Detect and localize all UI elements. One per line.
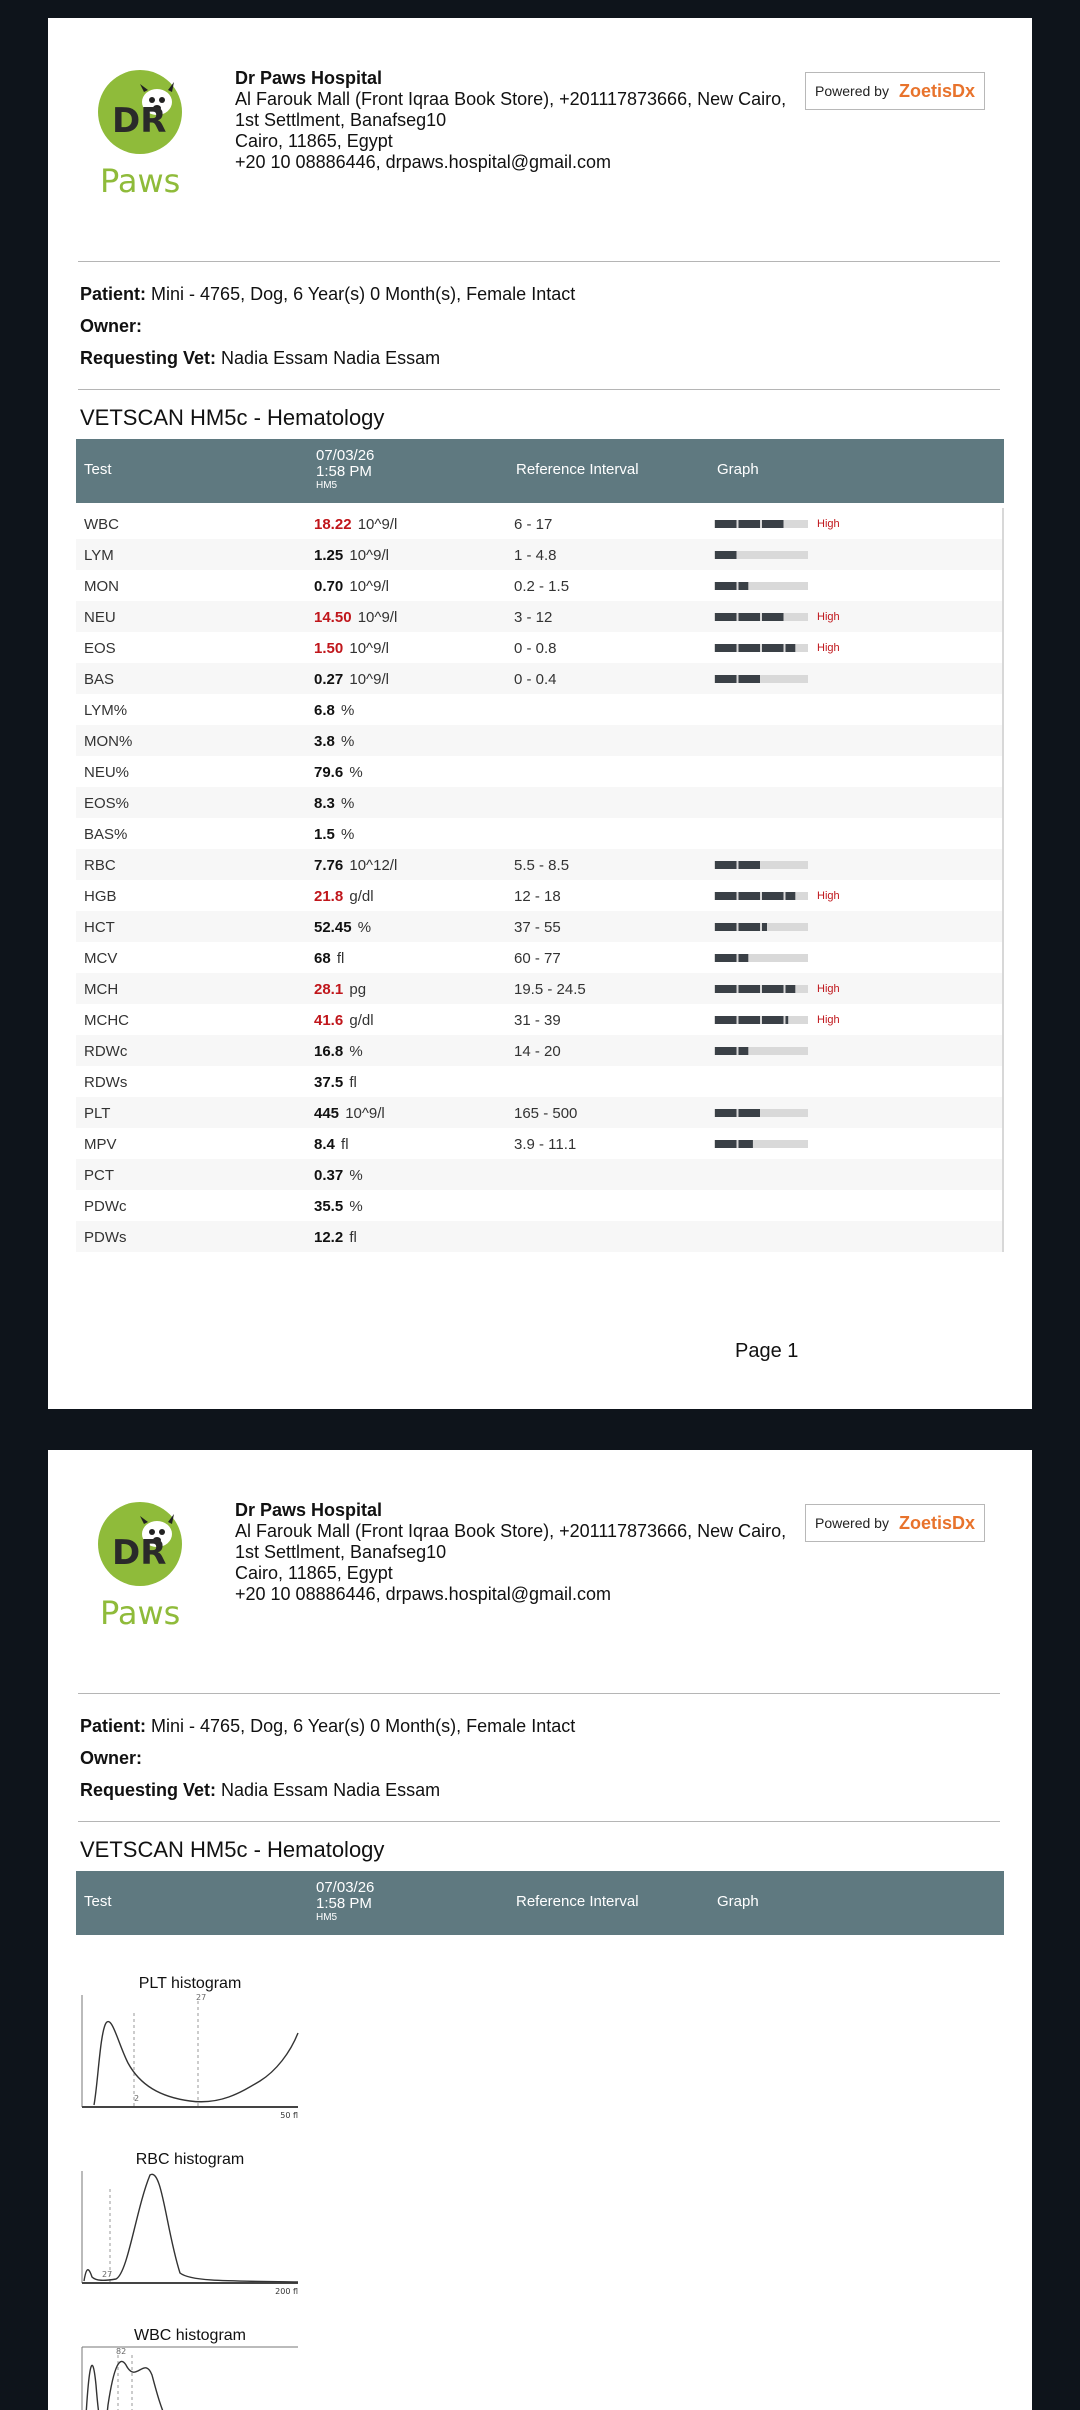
reference-interval-eos: 0 - 0.8 xyxy=(514,640,557,657)
owner-line: Owner: xyxy=(80,316,143,336)
table-row xyxy=(76,818,1002,849)
table-row xyxy=(76,849,1002,880)
table-row xyxy=(76,1035,1002,1066)
test-name-eos-pct: EOS% xyxy=(84,795,130,812)
high-flag-mch: High xyxy=(817,983,840,995)
reference-interval-mchc: 31 - 39 xyxy=(514,1012,561,1029)
zoetisdx-brand: ZoetisDx xyxy=(898,80,975,101)
svg-text:DR: DR xyxy=(112,101,167,141)
col-graph: Graph xyxy=(717,1893,759,1910)
table-row xyxy=(76,1159,1002,1190)
table-row xyxy=(76,911,1002,942)
reference-interval-hct: 37 - 55 xyxy=(514,919,561,936)
col-graph: Graph xyxy=(717,461,759,478)
test-value-mchc: 41.6 g/dl xyxy=(314,1012,374,1029)
range-graph-neu xyxy=(714,613,808,621)
table-row xyxy=(76,1128,1002,1159)
svg-text:27: 27 xyxy=(196,1993,207,2002)
test-value-neu-pct: 79.6 % xyxy=(314,764,363,781)
table-row xyxy=(76,570,1002,601)
powered-by-label: Powered by xyxy=(815,83,889,99)
col-date: 07/03/26 1:58 PM HM5 xyxy=(316,447,375,491)
reference-interval-mch: 19.5 - 24.5 xyxy=(514,981,586,998)
hospital-contact: +20 10 08886446, drpaws.hospital@gmail.com xyxy=(235,152,612,172)
hospital-address-1: Al Farouk Mall (Front Iqraa Book Store), +201117873666, New Cairo, xyxy=(235,1521,787,1541)
zoetisdx-brand: ZoetisDx xyxy=(898,1512,975,1533)
owner-line: Owner: xyxy=(80,1748,143,1768)
plt-histogram-title: PLT histogram xyxy=(138,1975,242,1992)
test-name-rdws: RDWs xyxy=(84,1074,128,1091)
table-row xyxy=(76,756,1002,787)
results-table-body xyxy=(76,508,1004,1252)
test-value-rdws: 37.5 fl xyxy=(314,1074,357,1091)
range-graph-mch xyxy=(714,985,808,993)
table-row xyxy=(76,973,1002,1004)
vet-line: Requesting Vet: Nadia Essam Nadia Essam xyxy=(80,1780,441,1800)
test-value-rdwc: 16.8 % xyxy=(314,1043,363,1060)
dr-paws-logo xyxy=(94,1502,196,1632)
table-row xyxy=(76,663,1002,694)
test-value-mon: 0.70 10^9/l xyxy=(314,578,389,595)
range-graph-hct xyxy=(714,923,808,931)
patient-line: Patient: Mini - 4765, Dog, 6 Year(s) 0 Month(s), Female Intact xyxy=(80,1716,576,1736)
divider xyxy=(78,261,1000,262)
test-name-hgb: HGB xyxy=(84,888,117,905)
test-name-neu: NEU xyxy=(84,609,116,626)
range-graph-bas xyxy=(714,675,808,683)
test-name-hct: HCT xyxy=(84,919,115,936)
test-value-mcv: 68 fl xyxy=(314,950,345,967)
table-row xyxy=(76,1097,1002,1128)
rbc-histogram-title: RBC histogram xyxy=(135,2151,245,2168)
report-page-1 xyxy=(48,18,1032,1409)
rbc-histogram xyxy=(80,2151,300,2304)
col-reference: Reference Interval xyxy=(516,461,639,478)
hospital-address-3: Cairo, 11865, Egypt xyxy=(235,131,393,151)
test-value-pct: 0.37 % xyxy=(314,1167,363,1184)
test-value-lym-pct: 6.8 % xyxy=(314,702,355,719)
test-value-lym: 1.25 10^9/l xyxy=(314,547,389,564)
table-row xyxy=(76,1004,1002,1035)
test-name-neu-pct: NEU% xyxy=(84,764,130,781)
divider xyxy=(78,1821,1000,1822)
reference-interval-bas: 0 - 0.4 xyxy=(514,671,557,688)
test-value-rbc: 7.76 10^12/l xyxy=(314,857,398,874)
reference-interval-mcv: 60 - 77 xyxy=(514,950,561,967)
reference-interval-mpv: 3.9 - 11.1 xyxy=(514,1136,577,1153)
test-value-eos-pct: 8.3 % xyxy=(314,795,355,812)
table-row xyxy=(76,942,1002,973)
high-flag-mchc: High xyxy=(817,1014,840,1026)
vet-line: Requesting Vet: Nadia Essam Nadia Essam xyxy=(80,348,441,368)
plt-histogram-plot xyxy=(80,1993,300,2123)
table-row xyxy=(76,601,1002,632)
high-flag-hgb: High xyxy=(817,890,840,902)
high-flag-eos: High xyxy=(817,642,840,654)
range-graph-rdwc xyxy=(714,1047,808,1055)
reference-interval-wbc: 6 - 17 xyxy=(514,516,553,533)
reference-interval-neu: 3 - 12 xyxy=(514,609,553,626)
test-value-mch: 28.1 pg xyxy=(314,981,367,998)
table-row xyxy=(76,1190,1002,1221)
reference-interval-rbc: 5.5 - 8.5 xyxy=(514,857,570,874)
col-test: Test xyxy=(84,1893,112,1910)
test-value-hgb: 21.8 g/dl xyxy=(314,888,374,905)
hospital-name: Dr Paws Hospital xyxy=(235,68,383,88)
dr-paws-logo xyxy=(94,70,196,200)
table-row xyxy=(76,539,1002,570)
hospital-contact: +20 10 08886446, drpaws.hospital@gmail.com xyxy=(235,1584,612,1604)
range-graph-plt xyxy=(714,1109,808,1117)
svg-text:50 fl: 50 fl xyxy=(280,2111,298,2120)
hospital-info xyxy=(235,1500,786,1605)
test-value-plt: 445 10^9/l xyxy=(314,1105,385,1122)
table-row xyxy=(76,1221,1002,1252)
high-flag-neu: High xyxy=(817,611,840,623)
powered-by-label: Powered by xyxy=(815,1515,889,1531)
hospital-info xyxy=(235,68,786,173)
range-graph-mon xyxy=(714,582,808,590)
reference-interval-rdwc: 14 - 20 xyxy=(514,1043,561,1060)
wbc-histogram xyxy=(80,2327,300,2410)
col-test: Test xyxy=(84,461,112,478)
range-graph-mchc xyxy=(714,1016,808,1024)
test-value-pdwc: 35.5 % xyxy=(314,1198,363,1215)
range-graph-rbc xyxy=(714,861,808,869)
powered-by-badge xyxy=(805,1504,985,1542)
test-name-rdwc: RDWc xyxy=(84,1043,128,1060)
range-graph-mcv xyxy=(714,954,808,962)
table-row xyxy=(76,725,1002,756)
range-graph-hgb xyxy=(714,892,808,900)
hospital-address-3: Cairo, 11865, Egypt xyxy=(235,1563,393,1583)
reference-interval-lym: 1 - 4.8 xyxy=(514,547,557,564)
svg-text:Paws: Paws xyxy=(100,162,181,200)
hospital-name: Dr Paws Hospital xyxy=(235,1500,383,1520)
test-value-mon-pct: 3.8 % xyxy=(314,733,355,750)
svg-text:27: 27 xyxy=(102,2270,113,2279)
range-graph-eos xyxy=(714,644,808,652)
table-row xyxy=(76,1066,1002,1097)
hospital-address-2: 1st Settlment, Banafseg10 xyxy=(235,1542,447,1562)
test-name-lym: LYM xyxy=(84,547,114,564)
range-graph-wbc xyxy=(714,520,808,528)
wbc-histogram-title: WBC histogram xyxy=(133,2327,247,2344)
test-name-pct: PCT xyxy=(84,1167,114,1184)
test-name-wbc: WBC xyxy=(84,516,119,533)
test-name-rbc: RBC xyxy=(84,857,116,874)
test-name-mcv: MCV xyxy=(84,950,118,967)
svg-text:Paws: Paws xyxy=(100,1594,181,1632)
plt-histogram xyxy=(80,1975,300,2128)
results-table-header xyxy=(76,439,1004,503)
test-name-bas-pct: BAS% xyxy=(84,826,128,843)
test-name-mchc: MCHC xyxy=(84,1012,129,1029)
reference-interval-plt: 165 - 500 xyxy=(514,1105,578,1122)
hospital-address-2: 1st Settlment, Banafseg10 xyxy=(235,110,447,130)
table-row xyxy=(76,880,1002,911)
divider xyxy=(78,1693,1000,1694)
high-flag-wbc: High xyxy=(817,518,840,530)
test-value-wbc: 18.22 10^9/l xyxy=(314,516,398,533)
powered-by-badge xyxy=(805,72,985,110)
range-graph-lym xyxy=(714,551,808,559)
report-page-2 xyxy=(48,1450,1032,2410)
test-name-plt: PLT xyxy=(84,1105,111,1122)
table-row xyxy=(76,787,1002,818)
test-name-mon: MON xyxy=(84,578,119,595)
table-row xyxy=(76,508,1002,539)
test-value-bas-pct: 1.5 % xyxy=(314,826,355,843)
col-reference: Reference Interval xyxy=(516,1893,639,1910)
test-value-eos: 1.50 10^9/l xyxy=(314,640,389,657)
test-value-hct: 52.45 % xyxy=(314,919,372,936)
svg-text:DR: DR xyxy=(112,1533,167,1573)
section-title: VETSCAN HM5c - Hematology xyxy=(80,1837,385,1862)
svg-text:2: 2 xyxy=(134,2094,140,2103)
test-name-mch: MCH xyxy=(84,981,119,998)
test-name-pdwc: PDWc xyxy=(84,1198,127,1215)
test-value-pdws: 12.2 fl xyxy=(314,1229,357,1246)
svg-text:82: 82 xyxy=(116,2347,127,2356)
table-row xyxy=(76,694,1002,725)
reference-interval-hgb: 12 - 18 xyxy=(514,888,561,905)
test-name-mon-pct: MON% xyxy=(84,733,133,750)
col-date: 07/03/26 1:58 PM HM5 xyxy=(316,1879,375,1923)
rbc-histogram-plot xyxy=(80,2169,300,2299)
test-value-mpv: 8.4 fl xyxy=(314,1136,349,1153)
table-row xyxy=(76,632,1002,663)
hospital-address-1: Al Farouk Mall (Front Iqraa Book Store), +201117873666, New Cairo, xyxy=(235,89,787,109)
range-graph-mpv xyxy=(714,1140,808,1148)
test-name-pdws: PDWs xyxy=(84,1229,127,1246)
page-number: Page 1 xyxy=(735,1340,799,1362)
svg-text:200 fl: 200 fl xyxy=(275,2287,298,2296)
test-name-eos: EOS xyxy=(84,640,116,657)
results-table-header xyxy=(76,1871,1004,1935)
section-title: VETSCAN HM5c - Hematology xyxy=(80,405,385,430)
reference-interval-mon: 0.2 - 1.5 xyxy=(514,578,570,595)
patient-line: Patient: Mini - 4765, Dog, 6 Year(s) 0 Month(s), Female Intact xyxy=(80,284,576,304)
test-name-bas: BAS xyxy=(84,671,115,688)
test-value-bas: 0.27 10^9/l xyxy=(314,671,389,688)
wbc-histogram-plot xyxy=(80,2345,300,2410)
test-name-mpv: MPV xyxy=(84,1136,117,1153)
divider xyxy=(78,389,1000,390)
test-name-lym-pct: LYM% xyxy=(84,702,128,719)
test-value-neu: 14.50 10^9/l xyxy=(314,609,398,626)
